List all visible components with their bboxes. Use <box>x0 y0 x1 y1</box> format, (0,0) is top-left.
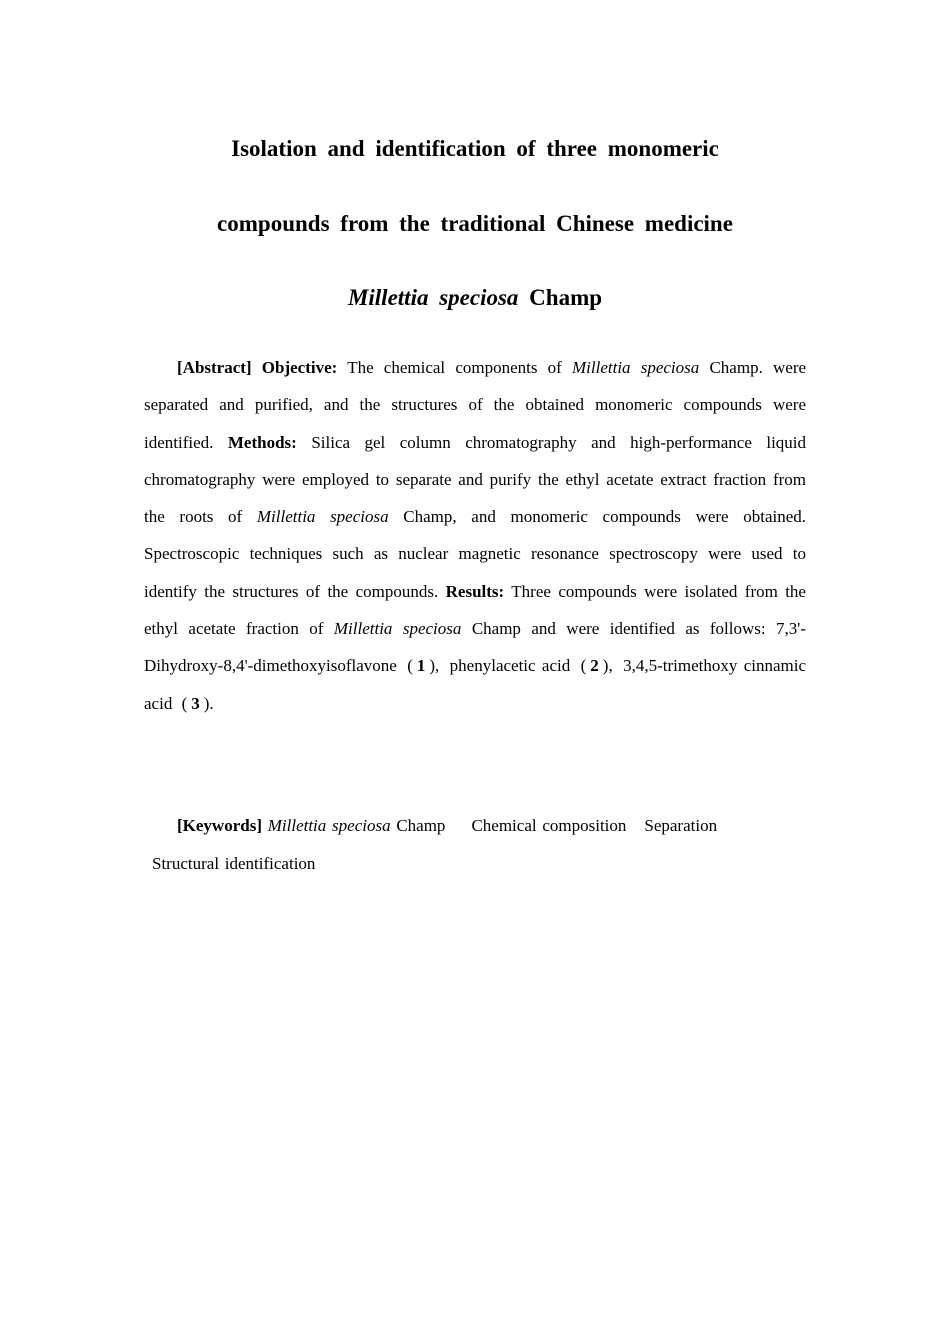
keyword-species: Millettia speciosa <box>267 816 391 835</box>
results-text-1: Three compounds were isolated from the ethyl acetate fraction of <box>144 581 806 639</box>
title-line-2: compounds from the traditional Chinese medicine <box>217 210 733 236</box>
compound-number-3: 3 <box>191 693 200 713</box>
paper-title <box>144 112 806 336</box>
objective-label: Objective: <box>261 358 338 377</box>
abstract-label: [Abstract] <box>177 358 252 377</box>
keyword-champ: Champ <box>396 816 446 835</box>
compound-number-2: 2 <box>590 656 599 676</box>
compound-2-name: phenylacetic acid <box>449 656 571 676</box>
abstract-paragraph: [Abstract] Objective: The chemical components of Millettia speciosa Champ. were separated and purified, and the structures of the obtained monomeric compounds were identified. Methods: Silica gel column chromatography and high-performance liquid chromatography were employed to separate and purify the ethyl acetate extract fraction from the roots of Millettia speciosa Champ, and monomeric compounds were obtained. Spectroscopic techniques such as nuclear magnetic resonance spectroscopy were used to identify the structures of the compounds. Results: Three compounds were isolated from the ethyl acetate fraction of Millettia speciosa Champ and were identified as follows: 7,3'-Dihydroxy-8,4'-dimethoxyisoflavone ( 1 ), phenylacetic acid ( 2 ), 3,4,5-trimethoxy cinnamic acid ( 3 ). <box>144 358 807 713</box>
compound-number-1: 1 <box>416 656 426 676</box>
methods-label: Methods: <box>227 432 297 452</box>
objective-text-2: Champ. were separated and purified, and the structures of the obtained monomeric compounds were identified. <box>144 358 807 452</box>
title-species-name: Millettia speciosa <box>347 285 519 310</box>
results-text-2: Champ and were identified as follows: 7,3'-Dihydroxy-8,4'-dimethoxyisoflavone <box>144 619 807 676</box>
methods-text-2: Champ, and monomeric compounds were obtained. Spectroscopic techniques such as nuclear magnetic resonance spectroscopy were used to identify the structures of the compounds. <box>144 507 807 601</box>
title-line-1: Isolation and identification of three monomeric <box>231 136 719 161</box>
keyword-separation: Separation <box>644 816 718 835</box>
keyword-structural-identification: Structural identification <box>152 853 316 873</box>
species-name: Millettia speciosa <box>333 619 462 639</box>
title-line-3 <box>144 261 806 336</box>
methods-text-1: Silica gel column chromatography and high-performance liquid chromatography were employed to separate and purify the ethyl acetate extract fraction from the roots of <box>144 432 807 527</box>
results-label: Results: <box>445 581 505 601</box>
species-name: Millettia speciosa <box>572 358 700 377</box>
compound-3-name: 3,4,5-trimethoxy cinnamic acid <box>144 656 807 713</box>
objective-text-1: The chemical components of <box>347 358 562 377</box>
keywords-label: [Keywords] <box>177 816 262 835</box>
title-champ: Champ <box>529 285 603 310</box>
keywords-paragraph <box>144 807 806 882</box>
species-name: Millettia speciosa <box>256 507 389 527</box>
keyword-chemical-composition: Chemical composition <box>471 816 627 835</box>
